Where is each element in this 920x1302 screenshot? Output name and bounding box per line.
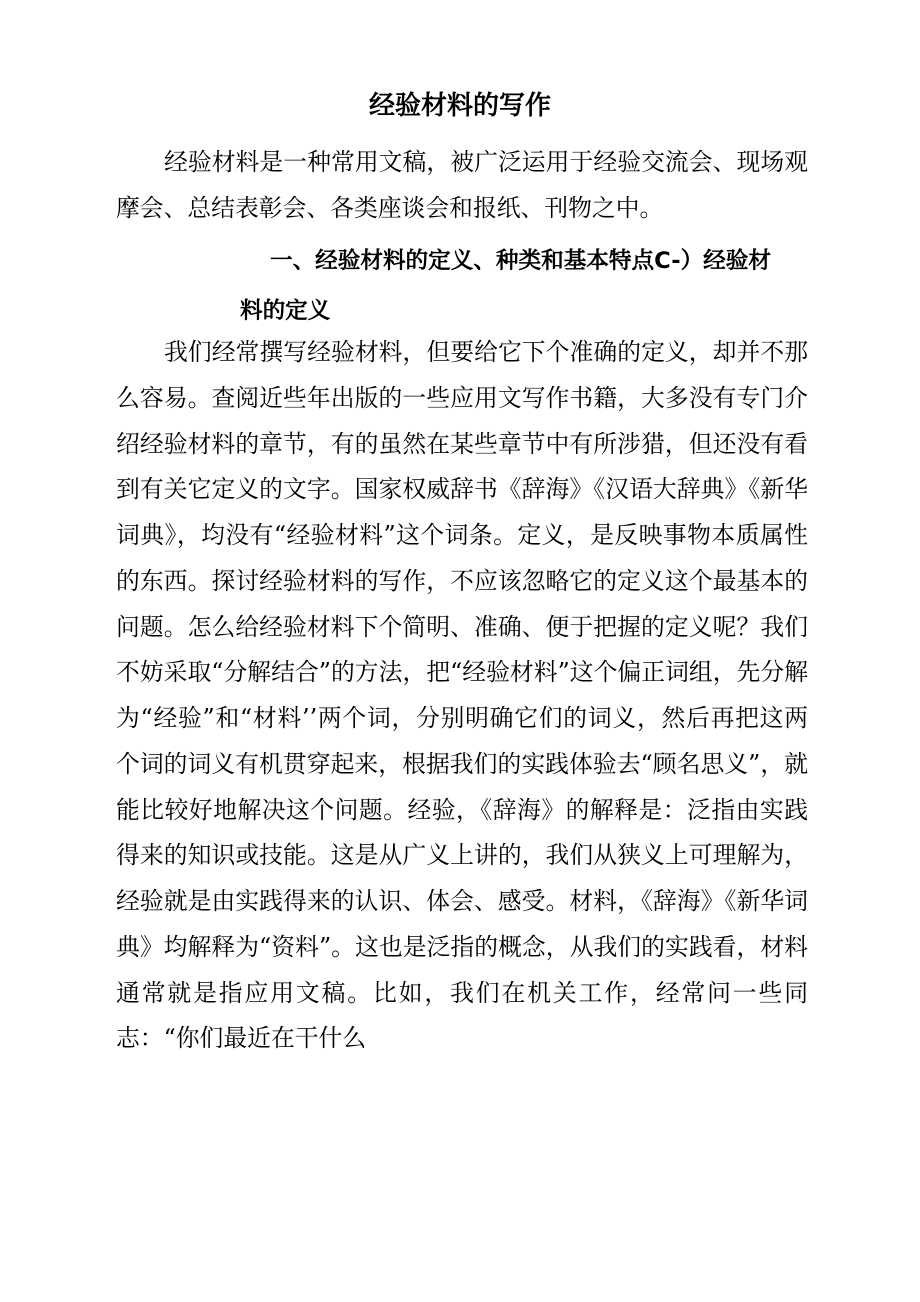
section-body-paragraph: 我们经常撰写经验材料，但要给它下个准确的定义，却并不那么容易。查阅近些年出版的一些应用文写作书籍，大多没有专门介绍经验材料的章节，有的虽然在某些章节中有所涉猎，但还没有看到有关它定义的文字。国家权威辞书《辞海》《汉语大辞典》《新华词典》，均没有“经验材料”这个词条。定义，是反映事物本质属性的东西。探讨经验材料的写作，不应该忽略它的定义这个最基本的问题。怎么给经验材料下个简明、准确、便于把握的定义呢？我们不妨采取“分解结合”的方法，把“经验材料”这个偏正词组，先分解为“经验”和“材料’’两个词，分别明确它们的词义，然后再把这两个词的词义有机贯穿起来，根据我们的实践体验去“顾名思义”，就能比较好地解决这个问题。经验，《辞海》的解释是：泛指由实践得来的知识或技能。这是从广义上讲的，我们从狭义上可理解为，经验就是由实践得来的认识、体会、感受。材料，《辞海》《新华词典》均解释为“资料”。这也是泛指的概念，从我们的实践看，材料通常就是指应用文稿。比如，我们在机关工作，经常问一些同志：“你们最近在干什么	[116, 338, 808, 1053]
document-title: 经验材料的写作	[368, 91, 551, 121]
intro-paragraph: 经验材料是一种常用文稿，被广泛运用于经验交流会、现场观摩会、总结表彰会、各类座谈会和报纸、刊物之中。	[116, 148, 808, 222]
section-heading-line1: 一、经验材料的定义、种类和基本特点C-）经验材	[270, 248, 771, 274]
section-heading-line2: 料的定义	[240, 298, 331, 324]
section-heading	[116, 236, 808, 336]
